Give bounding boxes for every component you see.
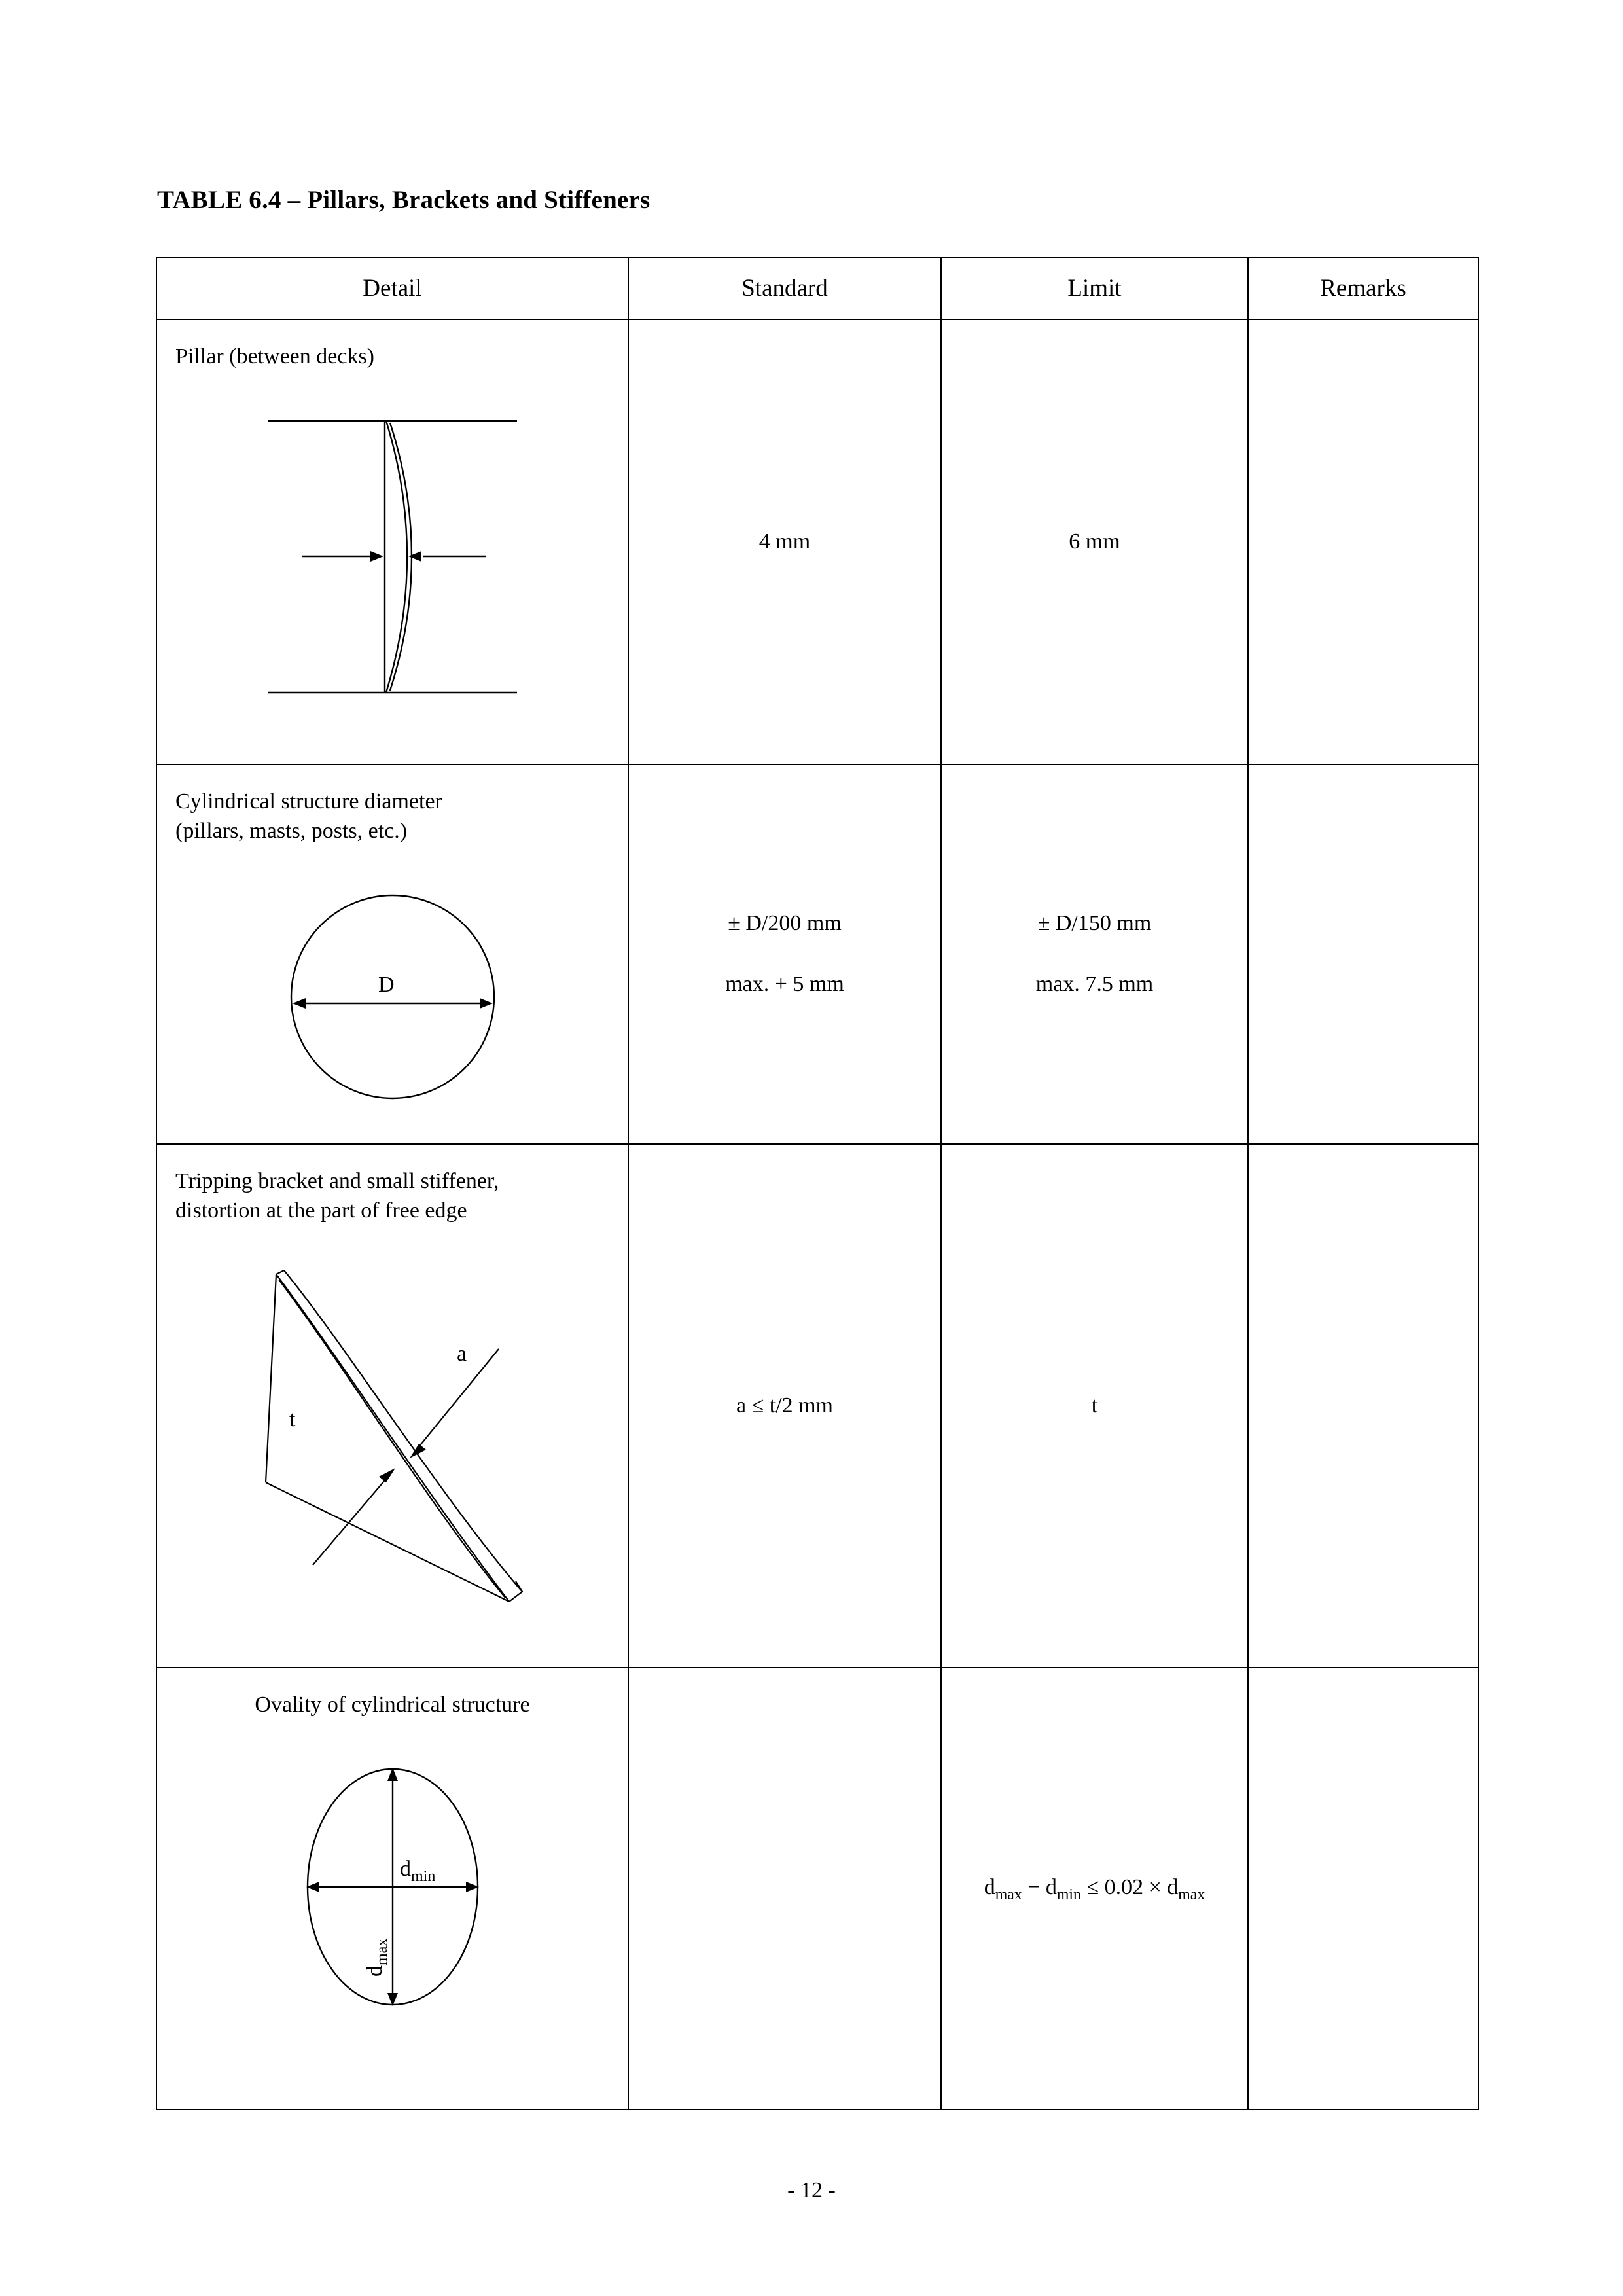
diameter-label: D [378, 972, 395, 997]
header-remarks: Remarks [1248, 257, 1478, 319]
ovality-limit-formula: $d_{max} - d_{min} \le 0.02 \times d_{max}$ [984, 1874, 1205, 1903]
table-row-tripping-bracket [156, 1144, 1478, 1668]
pillar-diagram-arrowheads [370, 551, 421, 562]
standard-cell [628, 764, 941, 1144]
limit-line1: ± D/150 mm [1037, 911, 1152, 936]
bracket-outline [266, 1270, 522, 1602]
left-arrowhead [370, 551, 383, 562]
detail-cell [156, 764, 628, 1144]
page-title: TABLE 6.4 – Pillars, Brackets and Stiffeners [157, 186, 651, 214]
row-label-line2: (pillars, masts, posts, etc.) [175, 818, 408, 843]
free-edge-curve-2 [284, 1270, 522, 1592]
remarks-cell [1248, 764, 1478, 1144]
deflected-pillar-curve-2 [390, 423, 412, 691]
header-row [156, 257, 1478, 319]
bracket-left-edge [266, 1274, 276, 1482]
row-label: Pillar (between decks) [175, 344, 374, 368]
detail-cell [156, 319, 628, 764]
diameter-right-arrowhead [480, 998, 493, 1009]
standard-line2: max. + 5 mm [725, 972, 844, 997]
row-label-line1: Cylindrical structure diameter [175, 789, 442, 814]
row-label-line2: distortion at the part of free edge [175, 1198, 467, 1223]
ovality-ellipse-diagram [285, 1746, 501, 2028]
standard-line1: ± D/200 mm [728, 911, 842, 936]
remarks-cell [1248, 1668, 1478, 2109]
remarks-cell [1248, 319, 1478, 764]
header-detail: Detail [156, 257, 628, 319]
thickness-label: t [289, 1407, 295, 1431]
table-row-ovality [156, 1668, 1478, 2109]
standard-cell [628, 1668, 941, 2109]
limit-cell: t [941, 1144, 1248, 1668]
remarks-cell [1248, 1144, 1478, 1668]
bracket-distortion-diagram [236, 1252, 550, 1619]
table-row-cylindrical-diameter [156, 764, 1478, 1144]
header-standard: Standard [628, 257, 941, 319]
pillar-deflection-diagram [242, 398, 543, 712]
table-row-pillar [156, 319, 1478, 764]
ovality-arrow-lines [317, 1779, 468, 1995]
bracket-bottom-edge [266, 1482, 509, 1602]
lower-arrowhead [379, 1468, 395, 1482]
cylinder-circle [291, 895, 494, 1098]
dmin-label: $d_{min}$ [399, 1856, 435, 1885]
detail-cell [156, 1144, 628, 1668]
limit-cell: 6 mm [941, 319, 1248, 764]
row-label-line1: Tripping bracket and small stiffener, [175, 1168, 499, 1193]
standard-cell: 4 mm [628, 319, 941, 764]
limit-cell [941, 764, 1248, 1144]
standard-cell: a ≤ t/2 mm [628, 1144, 941, 1668]
right-arrowhead [408, 551, 421, 562]
header-limit: Limit [941, 257, 1248, 319]
bracket-apex-edge [276, 1270, 284, 1274]
deflected-pillar-curve [386, 421, 407, 692]
diameter-circle-diagram [275, 872, 510, 1121]
dmax-label: $d_{max}$ [362, 1938, 391, 1977]
page-number: - 12 - [787, 2178, 836, 2202]
limit-line2: max. 7.5 mm [1035, 972, 1154, 997]
lower-leader-line [313, 1477, 387, 1565]
distortion-label: a [456, 1341, 467, 1366]
detail-cell [156, 1668, 628, 2109]
limit-cell [941, 1668, 1248, 2109]
standards-table [156, 257, 1479, 2110]
pillar-diagram-lines [268, 421, 517, 692]
diameter-left-arrowhead [293, 998, 306, 1009]
row-label: Ovality of cylindrical structure [255, 1692, 530, 1717]
